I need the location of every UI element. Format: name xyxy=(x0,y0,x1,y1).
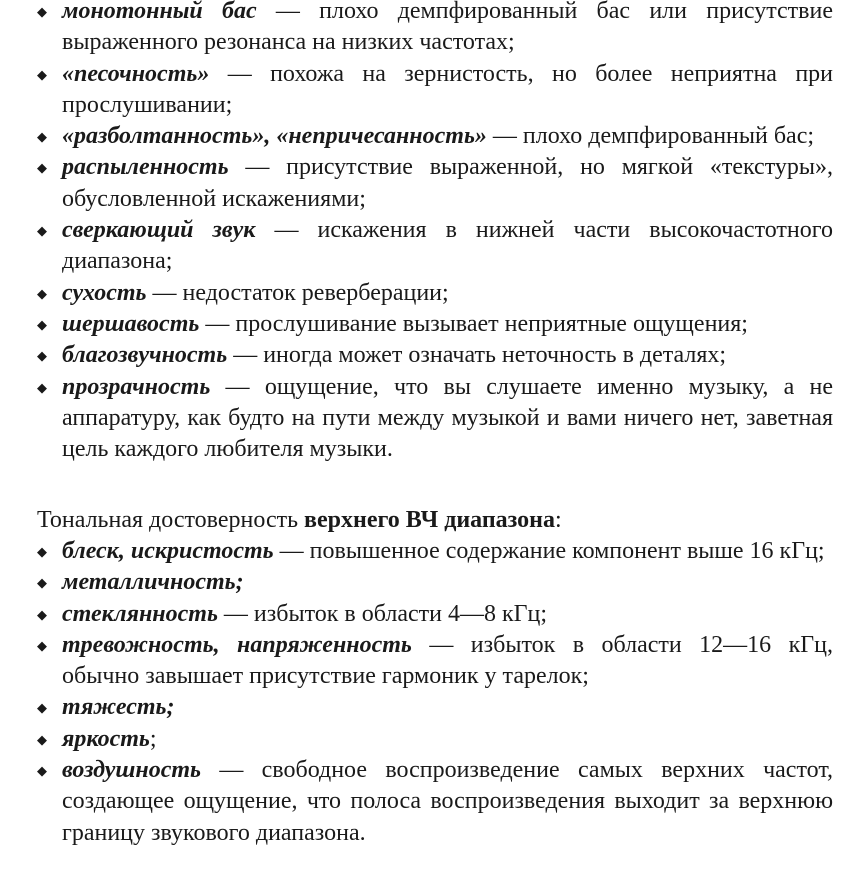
list-item xyxy=(37,599,833,630)
list-item xyxy=(37,309,833,340)
bullet-icon: ◆ xyxy=(37,606,47,622)
bullet-icon: ◆ xyxy=(37,223,47,239)
term-separator: — xyxy=(217,600,254,627)
list-item xyxy=(37,536,833,567)
term-description: иногда может означать неточность в деталях; xyxy=(263,342,727,369)
list-item xyxy=(37,215,833,278)
term: сверкающий звук xyxy=(62,217,256,244)
term: металличность; xyxy=(62,569,244,596)
section-heading-prefix: Тональная достоверность xyxy=(37,507,305,533)
term-separator: — xyxy=(227,342,264,369)
term-separator: — xyxy=(273,538,310,564)
bullet-icon: ◆ xyxy=(37,316,47,332)
term: прозрачность xyxy=(62,373,211,400)
bullet-icon: ◆ xyxy=(37,160,47,176)
term-separator: — xyxy=(228,154,287,181)
term: шершавость xyxy=(62,310,200,337)
bullet-icon: ◆ xyxy=(37,285,47,301)
term-separator: — xyxy=(486,123,523,150)
list-sound-terms-1 xyxy=(37,0,833,465)
section-heading-suffix: : xyxy=(555,507,562,533)
bullet-icon: ◆ xyxy=(37,763,47,779)
term: «разболтанность», «непричесанность» xyxy=(62,123,487,150)
term-description: недостаток реверберации; xyxy=(182,279,449,306)
bullet-icon: ◆ xyxy=(37,129,47,145)
term-description: плохо демпфированный бас; xyxy=(522,123,815,150)
bullet-icon: ◆ xyxy=(37,544,47,559)
list-item xyxy=(37,724,833,755)
term-description: похожа на зернистость, но более неприятна при прослушивании; xyxy=(62,60,833,118)
list-item xyxy=(37,59,833,122)
term-description: избыток в области 12—16 кГц, обычно завышает присутствие гармоник у тарелок; xyxy=(62,631,834,690)
list-item xyxy=(37,278,833,309)
term-description: искажения в нижней части высокочастотного диапазона; xyxy=(62,217,833,275)
bullet-icon: ◆ xyxy=(37,66,47,82)
section-heading xyxy=(37,505,833,536)
term-description: присутствие выраженной, но мягкой «текстуры», обусловленной искажениями; xyxy=(62,154,834,212)
list-item xyxy=(37,152,833,215)
list-item xyxy=(37,567,833,598)
term: тяжесть; xyxy=(62,694,175,721)
list-item xyxy=(37,755,833,849)
bullet-icon: ◆ xyxy=(37,4,47,19)
term-description: повышенное содержание компонент выше 16 кГц; xyxy=(309,538,825,564)
term-separator: — xyxy=(256,0,320,24)
term: монотонный бас xyxy=(62,0,257,24)
term: «песочность» xyxy=(62,60,210,87)
list-item xyxy=(37,121,833,152)
bullet-icon: ◆ xyxy=(37,575,47,591)
bullet-icon: ◆ xyxy=(37,348,47,364)
list-item xyxy=(37,0,833,59)
term: благозвучность xyxy=(62,342,228,369)
term-separator: — xyxy=(209,60,271,87)
term: тревожность, напряженность xyxy=(62,631,412,658)
term: блеск, искристость xyxy=(62,538,274,564)
term-description: плохо демпфированный бас или присутствие выраженного резонанса на низких частотах; xyxy=(62,0,833,56)
term-description: ощущение, что вы слушаете именно музыку, а не аппаратуру, как будто на пути между музыкой и вами ничего нет, заветная цель каждого любителя музыки. xyxy=(62,373,834,463)
term-description: свободное воспроизведение самых верхних частот, создающее ощущение, что полоса воспроизведения выходит за верхнюю границу звукового диапазона. xyxy=(62,757,834,846)
bullet-icon: ◆ xyxy=(37,731,47,747)
list-item xyxy=(37,630,833,693)
bullet-icon: ◆ xyxy=(37,379,47,395)
term-separator: ; xyxy=(149,725,157,752)
term-description: прослушивание вызывает неприятные ощущения; xyxy=(235,310,748,337)
term-description: избыток в области 4—8 кГц; xyxy=(253,600,548,627)
list-item xyxy=(37,372,833,466)
term-separator: — xyxy=(411,631,471,658)
term: сухость xyxy=(62,279,147,306)
term: воздушность xyxy=(62,757,201,784)
bullet-icon: ◆ xyxy=(37,700,47,716)
term-separator: — xyxy=(146,279,183,306)
term: распыленность xyxy=(62,154,229,181)
term: стеклянность xyxy=(62,600,218,627)
list-sound-terms-2 xyxy=(37,536,833,849)
list-item xyxy=(37,340,833,371)
term: яркость xyxy=(62,725,150,752)
section-heading-bold: верхнего ВЧ диапазона xyxy=(304,507,556,533)
bullet-icon: ◆ xyxy=(37,637,47,653)
term-separator: — xyxy=(255,217,318,244)
term-separator: — xyxy=(200,757,262,784)
term-separator: — xyxy=(210,373,265,400)
term-separator: — xyxy=(199,310,236,337)
list-item xyxy=(37,692,833,723)
